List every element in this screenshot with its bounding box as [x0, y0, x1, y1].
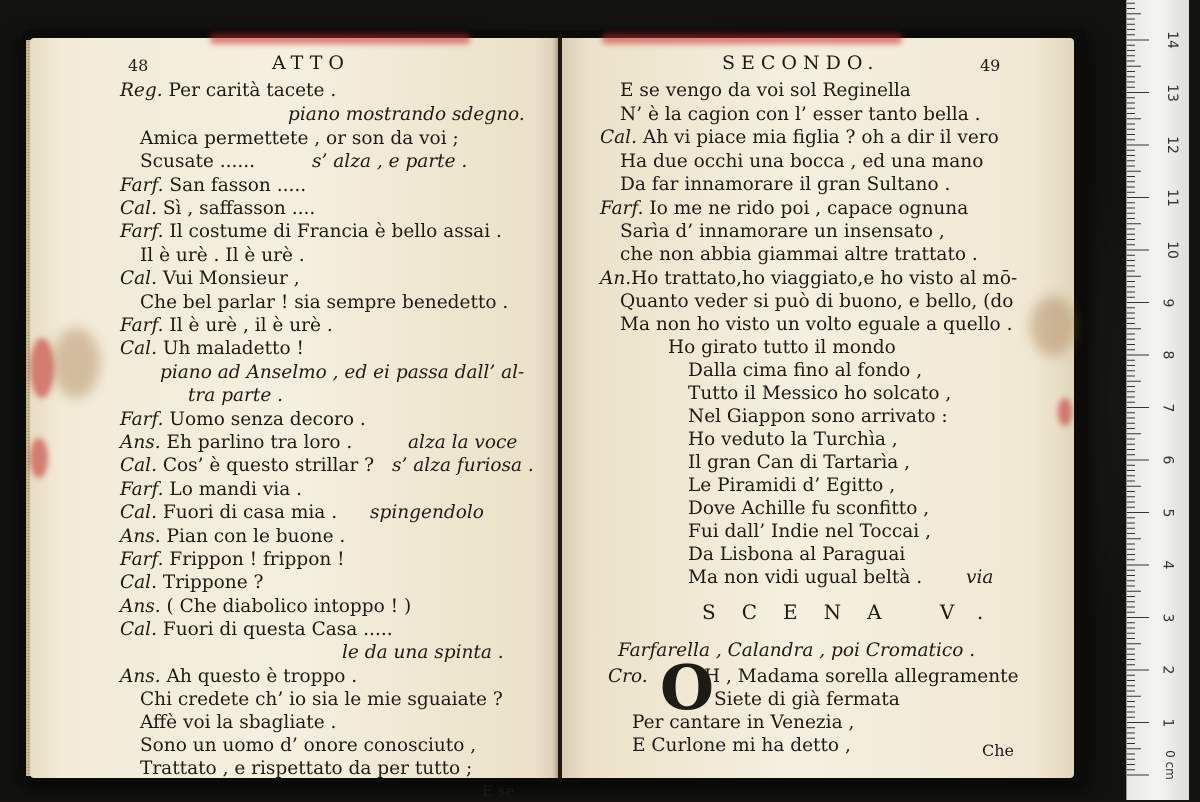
- page-number: 49: [980, 56, 1001, 75]
- verse-line: Ho trattato,ho viaggiato,e ho visto al mō-: [631, 268, 1018, 289]
- verse-line: Frippon ! frippon !: [169, 549, 345, 570]
- red-stain: [1058, 398, 1072, 426]
- verse-line: Affè voi la sbagliate .: [140, 712, 337, 733]
- speaker: Farf.: [120, 549, 164, 570]
- verse-line: Sarìa d’ innamorare un insensato ,: [620, 221, 945, 242]
- verse-line: Amica permettete , or son da voi ;: [140, 128, 459, 149]
- verse-line: Ma non vidi ugual beltà .: [688, 567, 923, 588]
- red-edge-stain: [210, 34, 470, 44]
- ruler-number: 3: [1159, 613, 1176, 622]
- verse-line: Uomo senza decoro .: [169, 409, 366, 430]
- speaker: Ans.: [120, 526, 161, 547]
- verse-line: Dalla cima fino al fondo ,: [688, 360, 923, 381]
- stage-direction: piano mostrando sdegno.: [288, 104, 525, 125]
- verse-line: Il costume di Francia è bello assai .: [169, 221, 502, 242]
- ruler-ticks: [1127, 0, 1189, 800]
- catchword: E se: [482, 782, 515, 800]
- speaker: Cal.: [120, 502, 157, 523]
- verse-line: Vui Monsieur ,: [162, 268, 300, 289]
- verse-line: Scusate ......: [140, 151, 256, 172]
- verse-line: Il gran Can di Tartarìa ,: [688, 452, 911, 473]
- ruler-number: 13: [1163, 83, 1180, 102]
- stage-direction: via: [966, 567, 994, 588]
- water-stain: [52, 328, 100, 398]
- speaker: Cal.: [120, 268, 157, 289]
- verse-line: San fasson .....: [169, 175, 307, 196]
- verse-line: Sì , saffasson ....: [162, 198, 316, 219]
- right-page: [562, 38, 1074, 778]
- verse-line: Sono un uomo d’ onore conosciuto ,: [140, 735, 477, 756]
- stage-direction: piano ad Anselmo , ed ei passa dall’ al-: [160, 362, 525, 383]
- speaker: Ans.: [120, 432, 161, 453]
- verse-line: Ma non ho visto un volto eguale a quello .: [620, 314, 1013, 335]
- speaker: Ans.: [120, 596, 161, 617]
- verse-line: Chi credete ch’ io sia le mie sguaiate ?: [140, 689, 503, 710]
- verse-line: Fuori di casa mia .: [162, 502, 338, 523]
- left-page: [30, 38, 558, 800]
- verse-line: Nel Giappon sono arrivato :: [688, 406, 948, 427]
- verse-line: Fui dall’ Indie nel Toccai ,: [688, 521, 931, 542]
- ruler-number: 2: [1159, 665, 1176, 675]
- scene-cast: Farfarella , Calandra , poi Cromatico .: [618, 640, 976, 661]
- speaker: Cal.: [600, 127, 637, 148]
- speaker: Cal.: [120, 338, 157, 359]
- verse-line: Io me ne rido poi , capace ognuna: [649, 198, 969, 219]
- verse-line: Per cantare in Venezia ,: [632, 712, 855, 733]
- verse-line: Cos’ è questo strillar ?: [162, 455, 375, 476]
- stage-direction: le da una spinta .: [342, 642, 504, 663]
- verse-line: Le Piramidi d’ Egitto ,: [688, 475, 896, 496]
- ruler-number: 4: [1159, 560, 1176, 570]
- verse-line: Il è urè . Il è urè .: [140, 245, 305, 266]
- speaker: Cal.: [120, 455, 157, 476]
- verse-line: Pian con le buone .: [166, 526, 346, 547]
- ruler-number: 6: [1159, 455, 1176, 465]
- red-edge-stain: [602, 34, 902, 44]
- speaker: Farf.: [120, 315, 164, 336]
- stage-direction: s’ alza furiosa .: [392, 455, 534, 476]
- drop-cap: O: [660, 651, 715, 724]
- ruler-number: 9: [1159, 298, 1176, 307]
- ruler-number: 11: [1163, 188, 1180, 207]
- stage-direction: spingendolo: [370, 502, 484, 523]
- red-stain: [30, 338, 54, 398]
- speaker: Cro.: [608, 666, 648, 687]
- verse-line: Per carità tacete .: [168, 80, 337, 101]
- speaker: Farf.: [120, 175, 164, 196]
- verse-line: Trattato , e rispettato da per tutto ;: [140, 758, 473, 779]
- stage-direction: tra parte .: [188, 385, 284, 406]
- red-stain: [30, 438, 48, 478]
- verse-line: Tutto il Messico ho solcato ,: [688, 383, 952, 404]
- speaker: Farf.: [120, 221, 164, 242]
- ruler-number: 5: [1159, 508, 1176, 517]
- measuring-ruler: [1126, 0, 1189, 800]
- verse-line: Il è urè , il è urè .: [169, 315, 333, 336]
- verse-line: H , Madama sorella allegramente: [704, 666, 1019, 687]
- verse-line: Ah vi piace mia figlia ? oh a dir il vero: [642, 127, 999, 148]
- verse-line: Ho girato tutto il mondo: [668, 337, 896, 358]
- scene-title: SCENA V.: [702, 600, 1010, 624]
- verse-line: Da far innamorare il gran Sultano .: [620, 174, 951, 195]
- verse-line: Ah questo è troppo .: [166, 666, 358, 687]
- verse-line: Ha due occhi una bocca , ed una mano: [620, 151, 984, 172]
- verse-line: Quanto veder si può di buono, e bello, (do: [620, 291, 1014, 312]
- ruler-number: 7: [1159, 403, 1176, 412]
- verse-line: Trippone ?: [162, 572, 264, 593]
- ruler-number: 14: [1163, 31, 1180, 49]
- verse-line: che non abbia giammai altre trattato .: [620, 244, 978, 265]
- verse-line: Uh maladetto !: [162, 338, 304, 359]
- speaker: Cal.: [120, 572, 157, 593]
- verse-line: Ho veduto la Turchìa ,: [688, 429, 898, 450]
- ruler-number: 12: [1163, 136, 1180, 154]
- page-number: 48: [128, 56, 149, 75]
- speaker: Farf.: [600, 198, 644, 219]
- verse-line: E Curlone mi ha detto ,: [632, 735, 851, 756]
- running-header: ATTO: [272, 52, 350, 74]
- water-stain: [1030, 296, 1076, 356]
- verse-line: Da Lisbona al Paraguai: [688, 544, 906, 565]
- verse-line: Fuori di questa Casa .....: [162, 619, 393, 640]
- verse-line: Lo mandi via .: [169, 479, 303, 500]
- verse-line: Siete di già fermata: [714, 689, 900, 710]
- speaker: An.: [600, 268, 632, 289]
- ruler-number: 10: [1163, 241, 1180, 259]
- speaker: Farf.: [120, 479, 164, 500]
- speaker: Reg.: [120, 80, 163, 101]
- verse-line: Eh parlino tra loro .: [166, 432, 353, 453]
- ruler-number: 8: [1159, 350, 1176, 360]
- ruler-unit-label: 0 cm: [1162, 750, 1177, 780]
- speaker: Farf.: [120, 409, 164, 430]
- speaker: Ans.: [120, 666, 161, 687]
- ruler-number: 1: [1159, 718, 1176, 727]
- speaker: Cal.: [120, 198, 157, 219]
- catchword: Che: [982, 741, 1015, 760]
- verse-line: E se vengo da voi sol Reginella: [620, 80, 911, 101]
- verse-line: Che bel parlar ! sia sempre benedetto .: [140, 292, 509, 313]
- verse-line: ( Che diabolico intoppo ! ): [166, 596, 412, 617]
- stage-direction: alza la voce: [408, 432, 518, 453]
- running-header: SECONDO.: [722, 52, 880, 74]
- verse-line: N’ è la cagion con l’ esser tanto bella .: [620, 104, 981, 125]
- speaker: Cal.: [120, 619, 157, 640]
- verse-line: Dove Achille fu sconfitto ,: [688, 498, 930, 519]
- stage-direction: s’ alza , e parte .: [312, 151, 468, 172]
